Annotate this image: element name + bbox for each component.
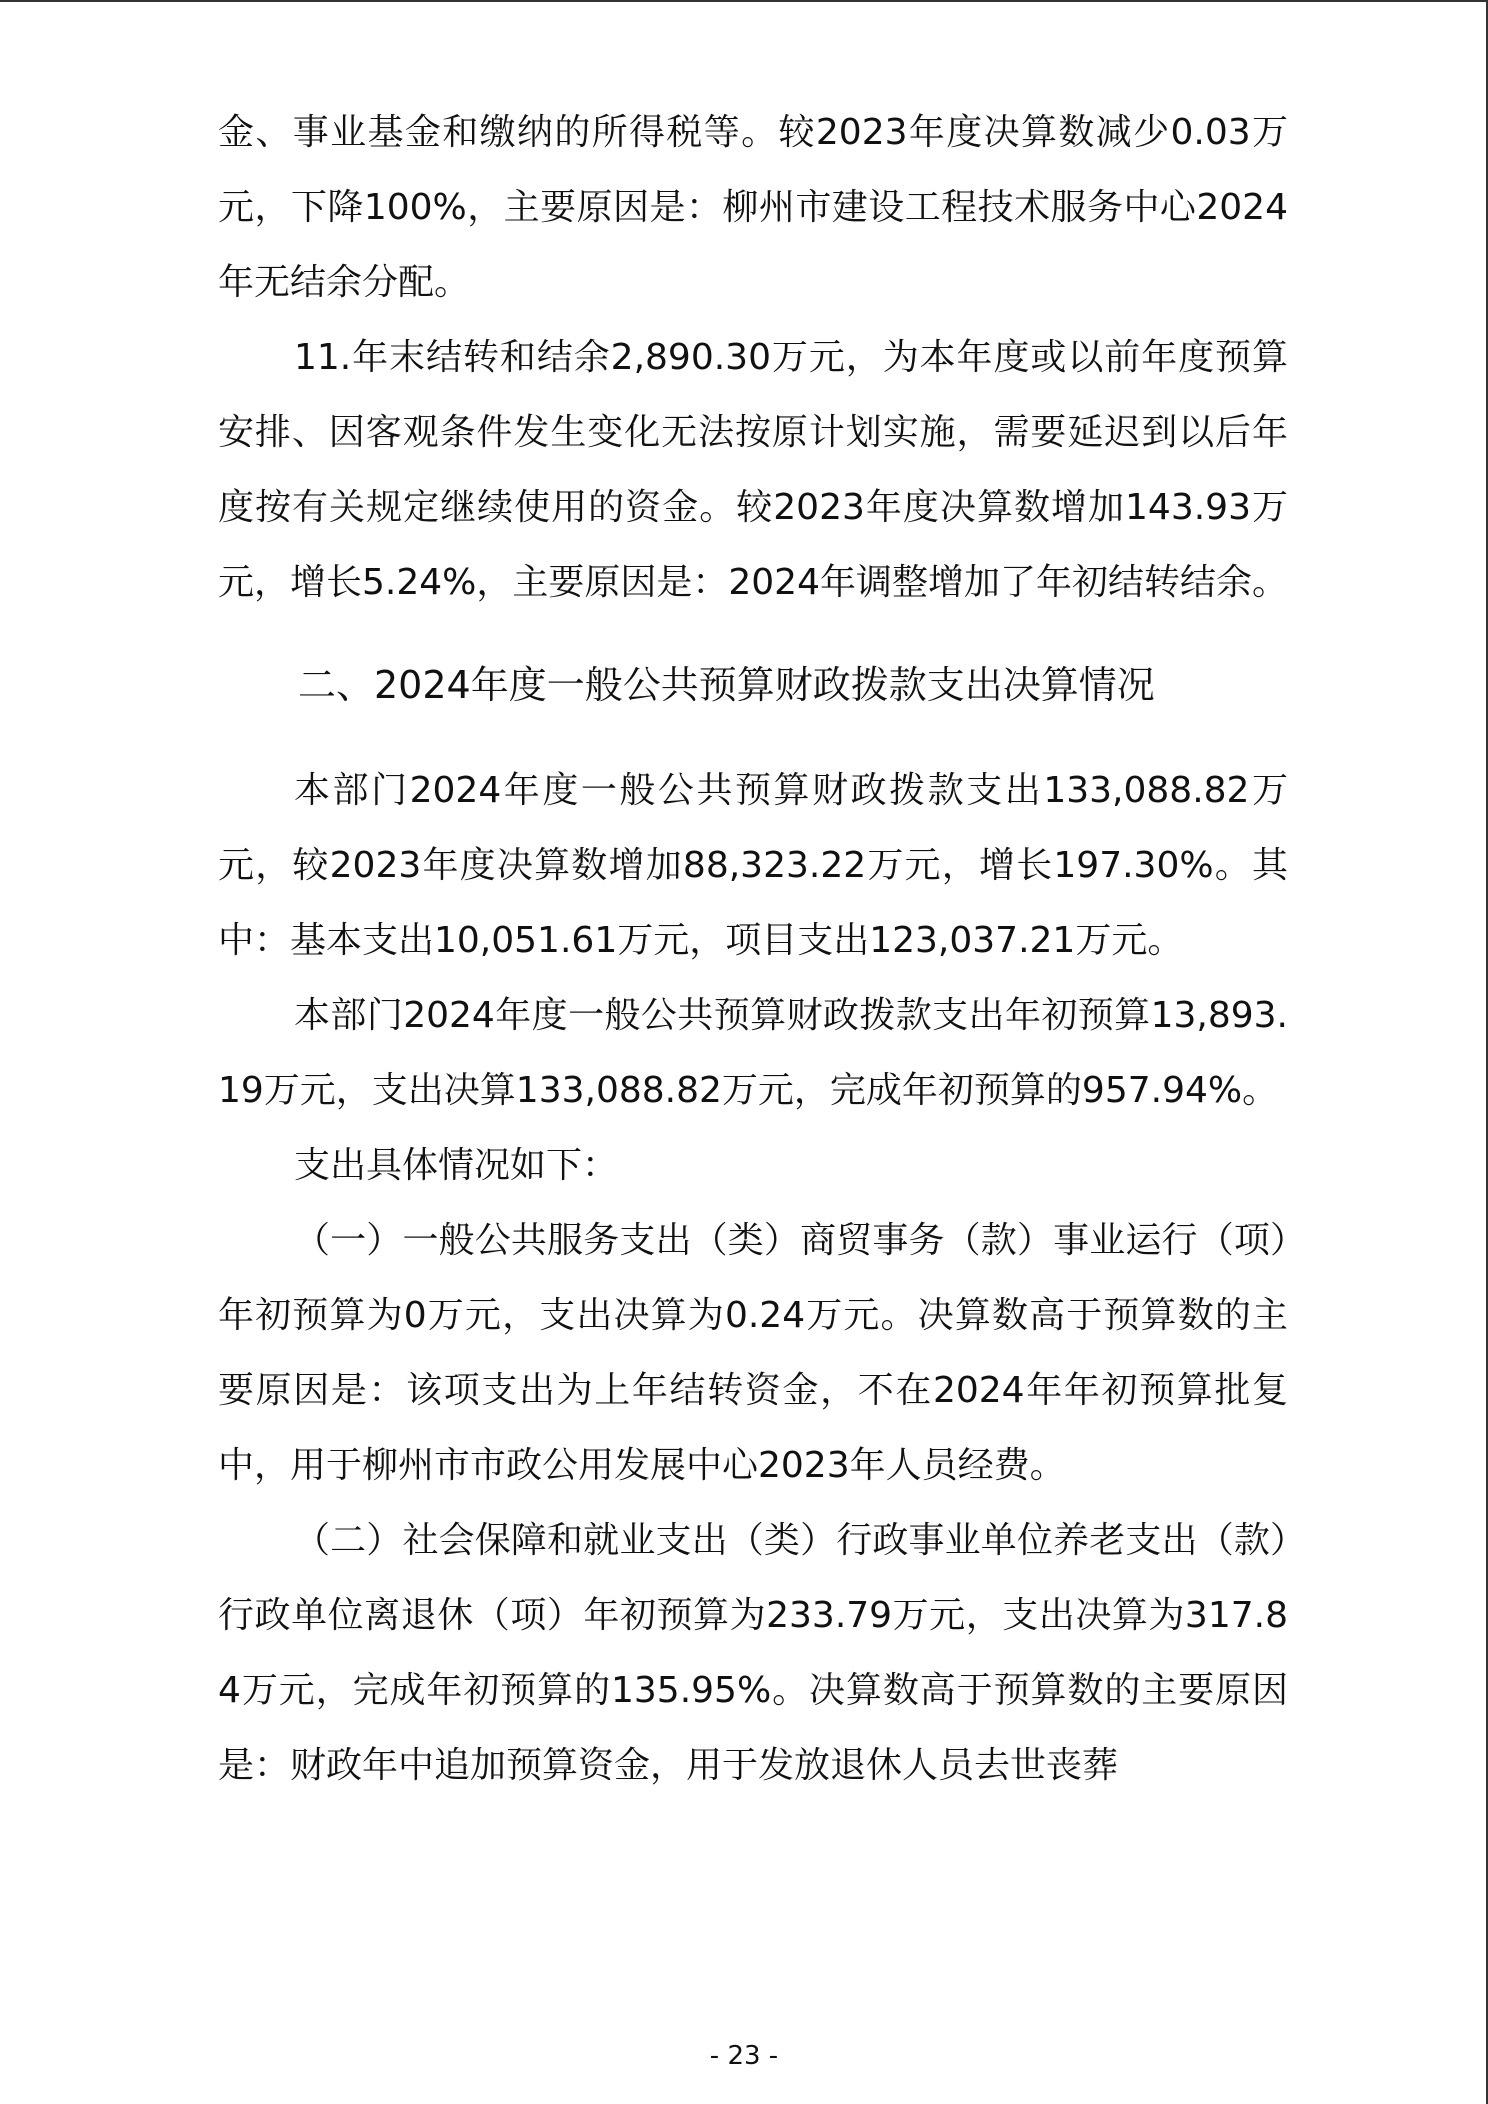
- paragraph-item-two: （二）社会保障和就业支出（类）行政事业单位养老支出（款）行政单位离退休（项）年初预算为233.79万元，支出决算为317.84万元，完成年初预算的135.95%。决算数高于预算数的主要原因是：财政年中追加预算资金，用于发放退休人员去世丧葬: [218, 1520, 1288, 1786]
- paragraph-details-intro: 支出具体情况如下：: [294, 1145, 619, 1186]
- section-heading: 二、2024年度一般公共预算财政拨款支出决算情况: [298, 663, 1155, 707]
- paragraph-item-one: （一）一般公共服务支出（类）商贸事务（款）事业运行（项）年初预算为0万元，支出决算为0.24万元。决算数高于预算数的主要原因是：该项支出为上年结转资金，不在2024年年初预算批复中，用于柳州市市政公用发展中心2023年人员经费。: [218, 1220, 1288, 1486]
- paragraph-year-end-balance: 11.年末结转和结余2,890.30万元，为本年度或以前年度预算安排、因客观条件发生变化无法按原计划实施，需要延迟到以后年度按有关规定继续使用的资金。较2023年度决算数增加143.93万元，增长5.24%，主要原因是：2024年调整增加了年初结转结余。: [218, 337, 1288, 603]
- page-top-border: [0, 0, 1488, 2]
- paragraph-continuation-funds: 金、事业基金和缴纳的所得税等。较2023年度决算数减少0.03万元，下降100%，主要原因是：柳州市建设工程技术服务中心2024年无结余分配。: [218, 112, 1288, 303]
- paragraph-expenditure-summary: 本部门2024年度一般公共预算财政拨款支出133,088.82万元，较2023年度决算数增加88,323.22万元，增长197.30%。其中：基本支出10,051.61万元，项目支出123,037.21万元。: [218, 770, 1288, 961]
- page-number: - 23 -: [709, 2041, 779, 2071]
- paragraph-budget-completion: 本部门2024年度一般公共预算财政拨款支出年初预算13,893.19万元，支出决算133,088.82万元，完成年初预算的957.94%。: [218, 995, 1288, 1111]
- document-body: [218, 95, 1288, 1803]
